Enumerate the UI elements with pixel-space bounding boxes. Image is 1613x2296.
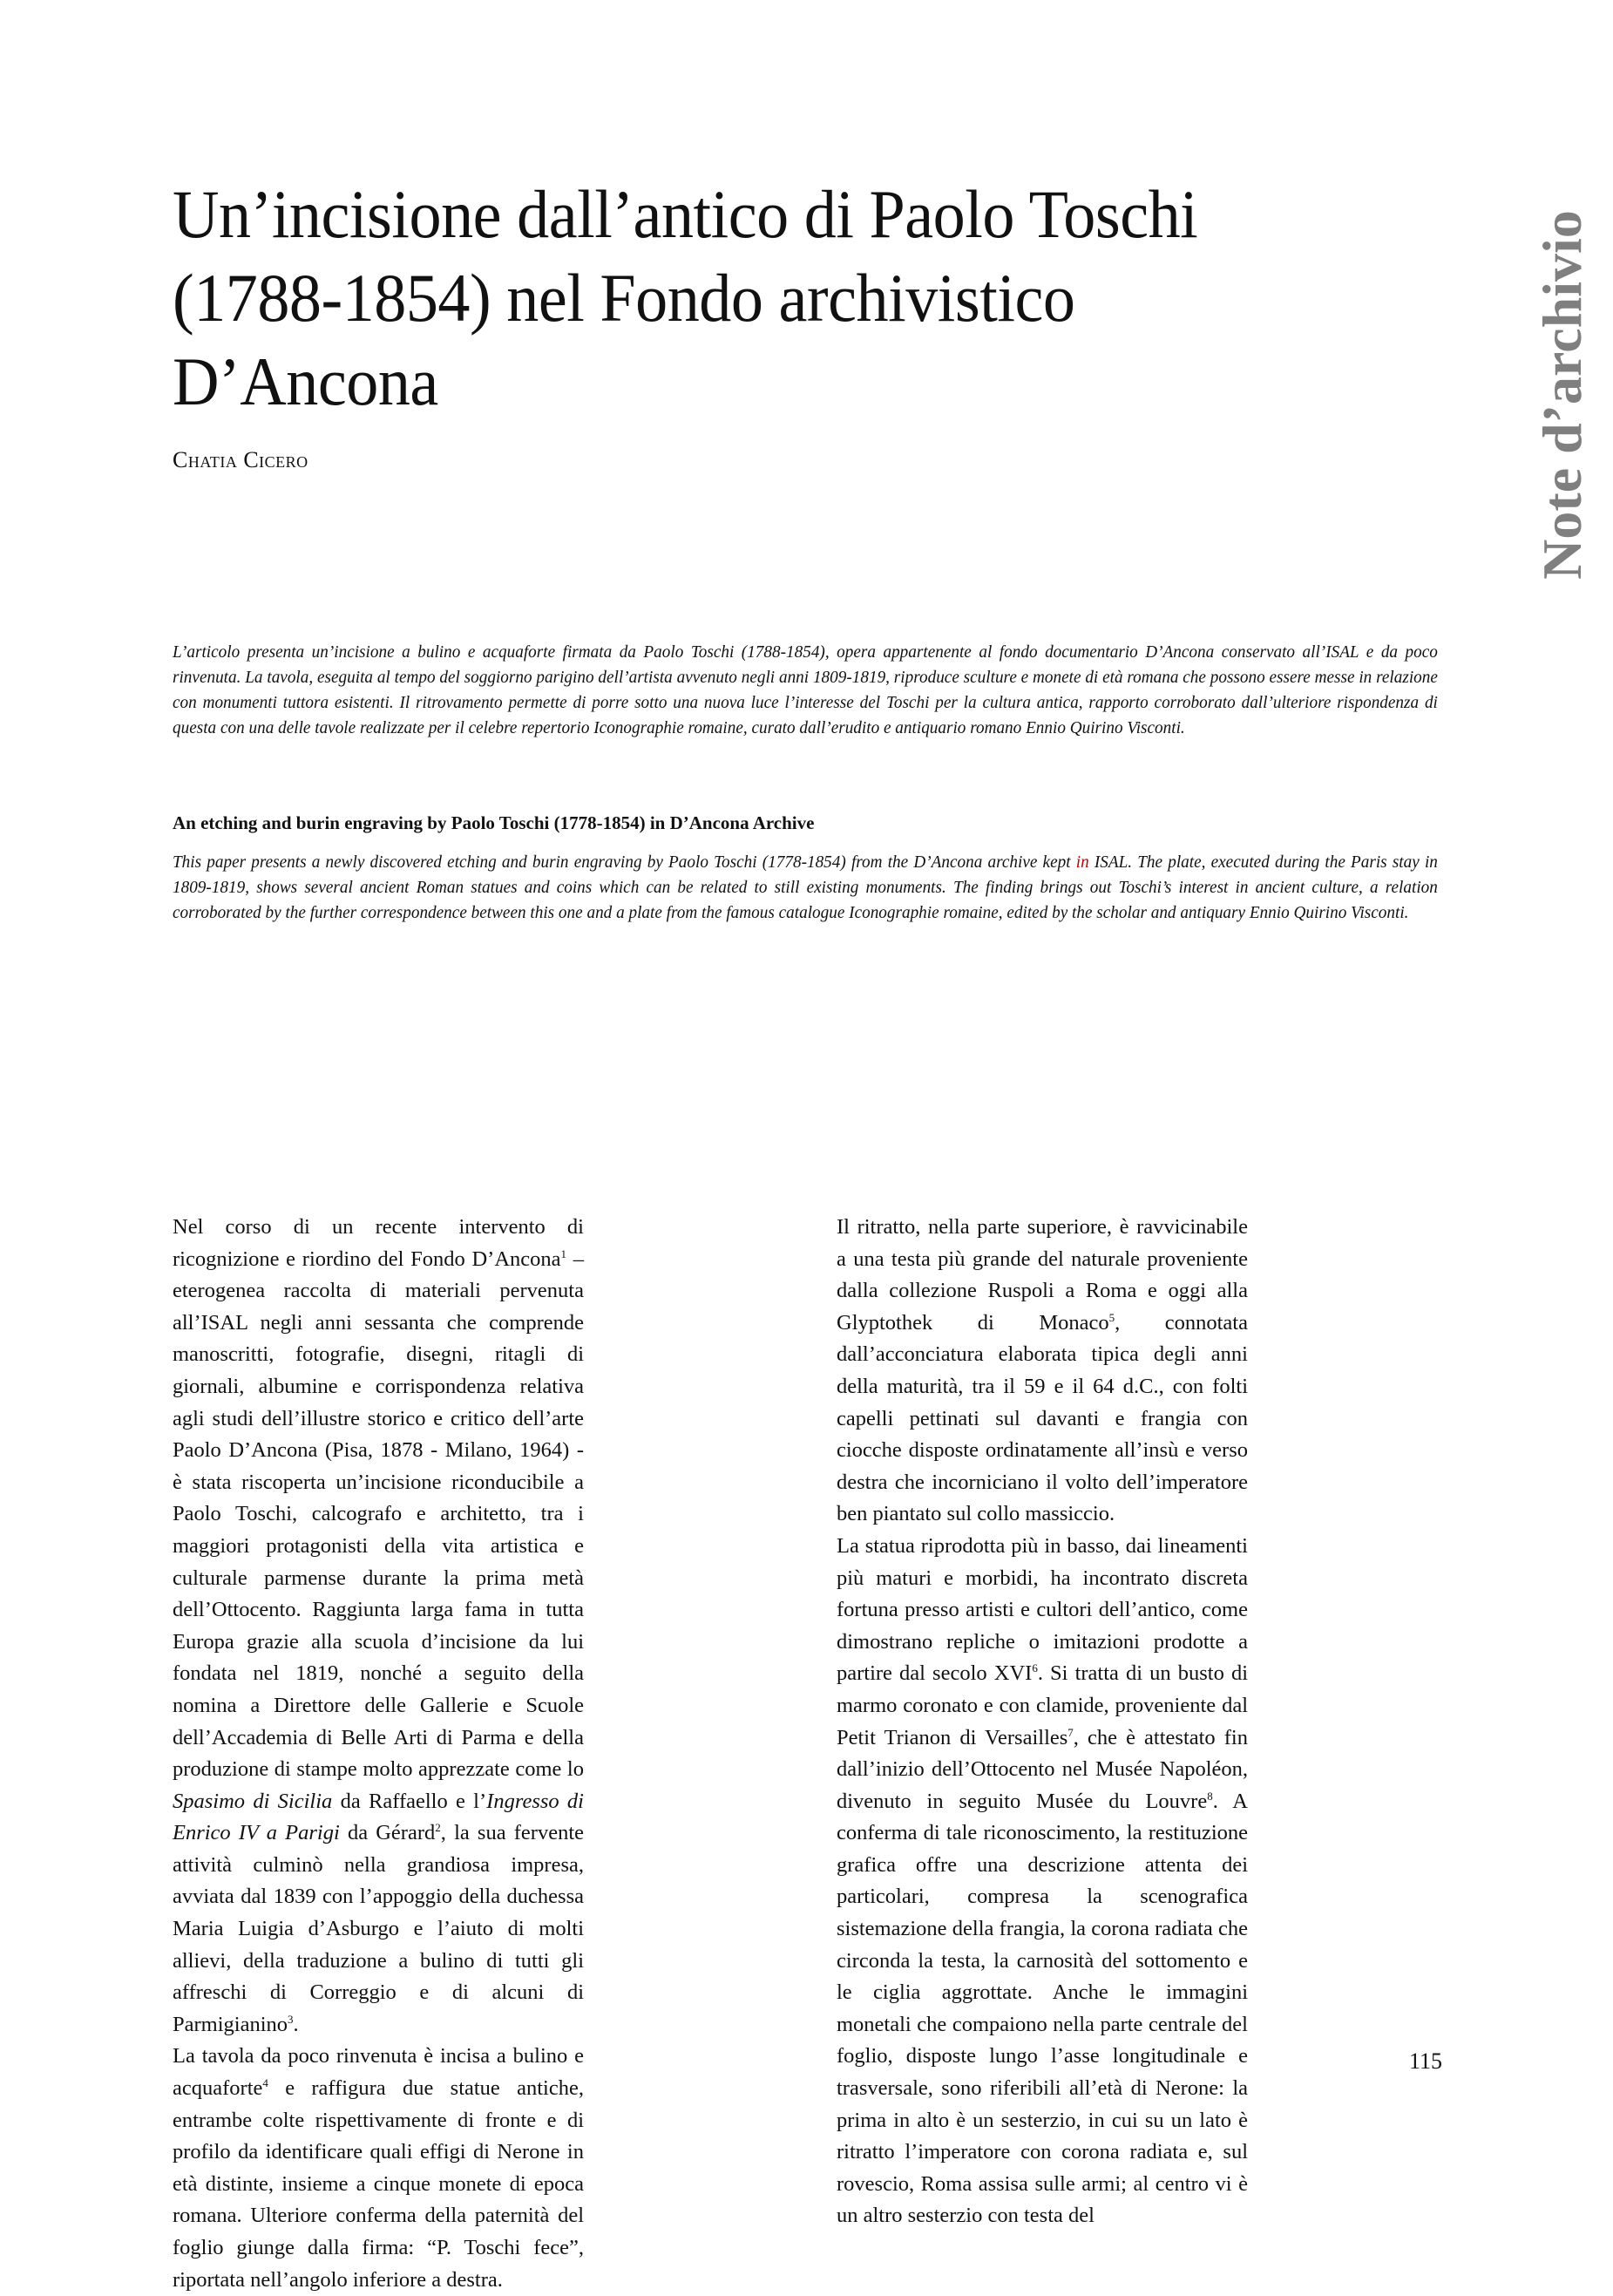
artwork-title: Ingresso di Enrico IV a Parigi	[173, 1789, 584, 1845]
text-run: .	[293, 2012, 299, 2036]
footnote-ref[interactable]: 3	[288, 2012, 294, 2026]
section-label	[1515, 199, 1610, 591]
text-run: da Raffaello e l’	[332, 1789, 487, 1813]
footnote-ref[interactable]: 5	[1108, 1310, 1115, 1324]
title-line: (1788-1854) nel Fondo archivistico	[173, 260, 1075, 336]
section-label-text: Note d’archivio	[1531, 210, 1593, 580]
body-paragraph	[837, 1531, 1248, 2232]
abstract-english	[173, 850, 1438, 926]
artwork-title: Spasimo di Sicilia	[173, 1789, 333, 1813]
highlighted-word: in	[1075, 853, 1089, 872]
title-line: Un’incisione dall’antico di Paolo Toschi	[173, 176, 1198, 252]
body-paragraph	[173, 2041, 584, 2296]
footnote-ref[interactable]: 2	[435, 1821, 441, 1835]
text-run: , connotata dall’acconciatura elaborata tipica degli anni della maturità, tra il 59 e il 64 d.C., con folti capelli pettinati sul davanti e frangia con ciocche disposte ordinatamente all’insù e verso destra che incorniciano il volto dell’imperatore ben piantato sul collo massiccio.	[837, 1310, 1248, 1526]
author-name: Chatia Cicero	[173, 447, 308, 472]
text-run: Il ritratto, nella parte superiore, è ravvicinabile a una testa più grande del naturale proveniente dalla collezione Ruspoli a Roma e oggi alla Glyptothek di Monaco	[837, 1215, 1248, 1335]
text-run: da Gérard	[339, 1821, 436, 1845]
text-run: , che è attestato fin dall’inizio dell’Ottocento nel Musée Napoléon, divenuto in seguito Musée du Louvre	[837, 1725, 1248, 1813]
text-run: Nel corso di un recente intervento di ricognizione e riordino del Fondo D’Ancona	[173, 1215, 584, 1271]
body-paragraph	[837, 1212, 1248, 1531]
abstract-italian: L’articolo presenta un’incisione a bulino e acquaforte firmata da Paolo Toschi (1788-1854), opera appartenente al fondo documentario D’Ancona conservato all’ISAL e da poco rinvenuta. La tavola, eseguita al tempo del soggiorno parigino dell’artista avvenuto negli anni 1809-1819, riproduce sculture e monete di età romana che possono essere messe in relazione con monumenti tuttora esistenti. Il ritrovamento permette di porre sotto una nuova luce l’interesse del Toschi per la cultura antica, rapporto corroborato dall’ulteriore rispondenza di questa con una delle tavole realizzate per il celebre repertorio Iconographie romaine, curato dall’erudito e antiquario romano Ennio Quirino Visconti.	[173, 643, 1438, 737]
footnote-ref[interactable]: 1	[560, 1246, 567, 1260]
article-title	[173, 173, 1348, 424]
footnote-ref[interactable]: 4	[262, 2075, 268, 2089]
abstract-text: ISAL. The plate, executed during the Paris stay in 1809-1819, shows several ancient Roman statues and coins which can be related to still existing monuments. The finding brings out Toschi’s interest in ancient culture, a relation corroborated by the further correspondence between this one and a plate from the famous catalogue Iconographie romaine, edited by the scholar and antiquary Ennio Quirino Visconti.	[173, 853, 1438, 922]
body-paragraph	[173, 1212, 584, 2041]
body-column-left	[173, 1212, 584, 2296]
text-run: , la sua fervente attività culminò nella grandiosa impresa, avviata dal 1839 con l’appoggio della duchessa Maria Luigia d’Asburgo e l’aiuto di molti allievi, della traduzione a bulino di tutti gli affreschi di Correggio e di alcuni di Parmigianino	[173, 1821, 585, 2036]
footnote-ref[interactable]: 8	[1207, 1789, 1213, 1803]
text-run: e raffigura due statue antiche, entrambe colte rispettivamente di fronte e di profilo da identificare quali effigi di Nerone in età distinte, insieme a cinque monete di epoca romana. Ulteriore conferma della paternità del foglio giunge dalla firma: “P. Toschi fece”, riportata nell’angolo inferiore a destra.	[173, 2076, 584, 2292]
page-number: 115	[1409, 2048, 1443, 2074]
footnote-ref[interactable]: 6	[1032, 1661, 1038, 1675]
abstract-english-title: An etching and burin engraving by Paolo Toschi (1778-1854) in D’Ancona Archive	[173, 812, 815, 833]
text-run: – eterogenea raccolta di materiali pervenuta all’ISAL negli anni sessanta che comprende manoscritti, fotografie, disegni, ritagli di giornali, albumine e corrispondenza relativa agli studi dell’illustre storico e critico dell’arte Paolo D’Ancona (Pisa, 1878 - Milano, 1964) - è stata riscoperta un’incisione riconducibile a Paolo Toschi, calcografo e architetto, tra i maggiori protagonisti della vita artistica e culturale parmense durante la prima metà dell’Ottocento. Raggiunta larga fama in tutta Europa grazie alla scuola d’incisione da lui fondata nel 1819, nonché a seguito della nomina a Direttore delle Gallerie e Scuole dell’Accademia di Belle Arti di Parma e della produzione di stampe molto apprezzate come lo	[173, 1246, 585, 1782]
footnote-ref[interactable]: 7	[1067, 1725, 1074, 1739]
text-run: La statua riprodotta più in basso, dai lineamenti più maturi e morbidi, ha incontrato discreta fortuna presso artisti e cultori dell’antico, come dimostrano repliche o imitazioni prodotte a partire dal secolo XVI	[837, 1533, 1248, 1686]
text-run: . Si tratta di un busto di marmo coronato e con clamide, proveniente dal Petit Trianon di Versailles	[837, 1661, 1249, 1749]
title-line: D’Ancona	[173, 343, 438, 419]
text-run: . A conferma di tale riconoscimento, la restituzione grafica offre una descrizione attenta dei particolari, compresa la scenografica sistemazione della frangia, la corona radiata che circonda la testa, la carnosità del sottomento e le ciglia aggrottate. Anche le immagini monetali che compaiono nella parte centrale del foglio, disposte lungo l’asse longitudinale e trasversale, sono riferibili all’età di Nerone: la prima in alto è un sesterzio, in cui su un lato è ritratto l’imperatore con corona radiata e, sul rovescio, Roma assisa sulle armi; al centro vi è un altro sesterzio con testa del	[837, 1789, 1249, 2228]
body-column-right	[837, 1212, 1248, 2232]
text-run: La tavola da poco rinvenuta è incisa a bulino e acquaforte	[173, 2044, 584, 2101]
abstract-text: This paper presents a newly discovered etching and burin engraving by Paolo Toschi (1778-1854) from the D’Ancona archive kept	[173, 853, 1076, 872]
